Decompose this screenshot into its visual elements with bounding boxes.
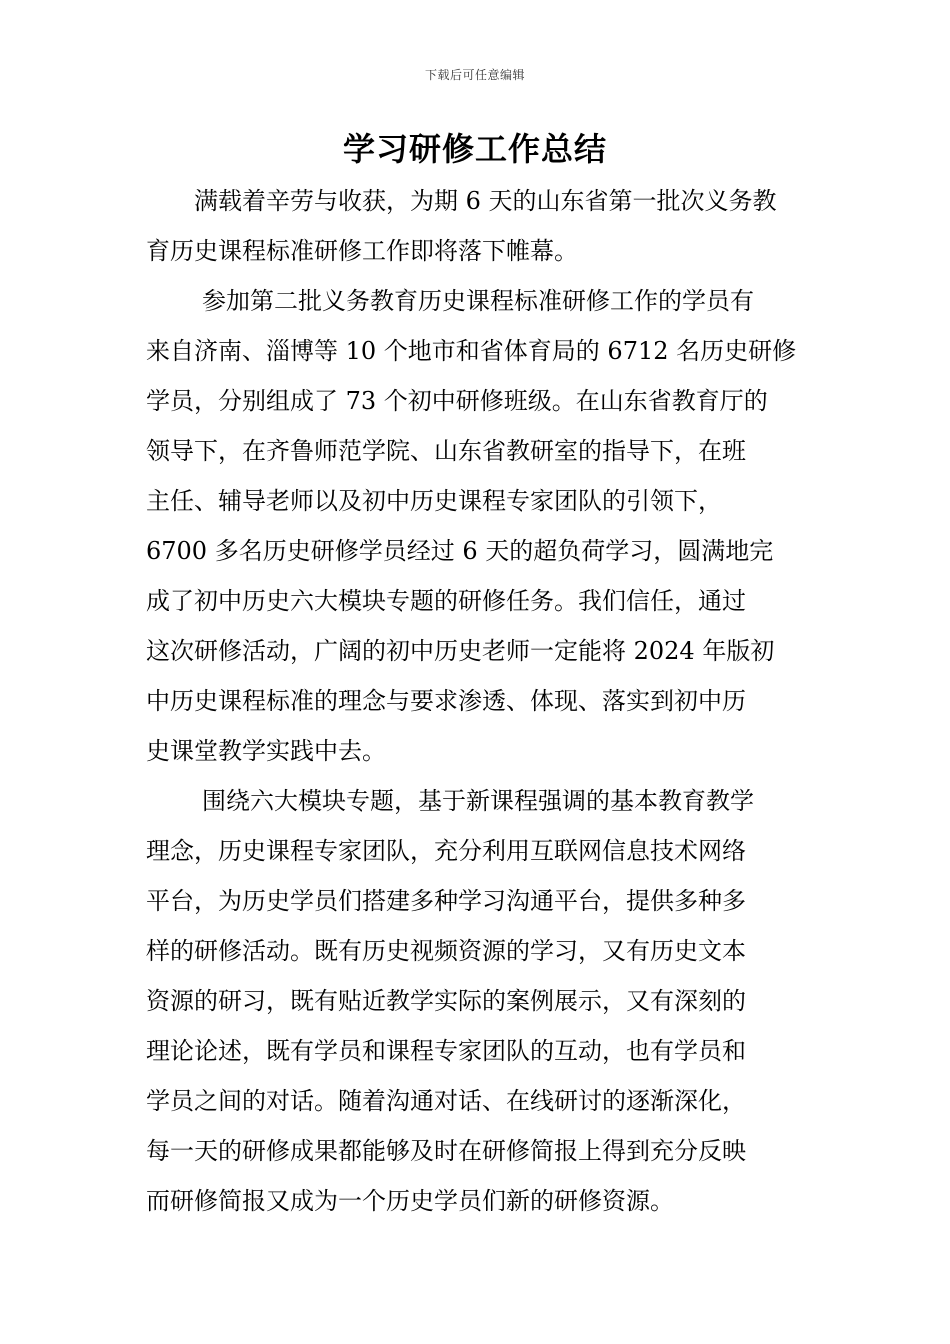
paragraph-line: 成了初中历史六大模块专题的研修任务。我们信任，通过: [146, 587, 746, 615]
paragraph-2: [146, 278, 821, 778]
document-title: 学习研修工作总结: [342, 130, 607, 168]
paragraph-line: 理论论述，既有学员和课程专家团队的互动，也有学员和: [146, 1037, 746, 1065]
paragraph-1: [146, 178, 821, 278]
header-note: 下载后可任意编辑: [424, 68, 525, 82]
paragraph-line: 学员，分别组成了 73 个初中研修班级。在山东省教育厅的: [146, 387, 768, 415]
paragraph-line: 而研修简报又成为一个历史学员们新的研修资源。: [146, 1187, 674, 1215]
document-body: [146, 178, 821, 1228]
paragraph-line: 育历史课程标准研修工作即将落下帷幕。: [146, 237, 578, 265]
paragraph-line: 满载着辛劳与收获，为期 6 天的山东省第一批次义务教: [194, 187, 777, 215]
paragraph-line: 平台，为历史学员们搭建多种学习沟通平台，提供多种多: [146, 887, 746, 915]
paragraph-line: 参加第二批义务教育历史课程标准研修工作的学员有: [202, 287, 754, 315]
paragraph-line: 领导下，在齐鲁师范学院、山东省教研室的指导下，在班: [146, 437, 746, 465]
paragraph-line: 中历史课程标准的理念与要求渗透、体现、落实到初中历: [146, 687, 746, 715]
paragraph-line: 6700 多名历史研修学员经过 6 天的超负荷学习，圆满地完: [146, 537, 774, 565]
paragraph-3: [146, 778, 821, 1228]
paragraph-line: 学员之间的对话。随着沟通对话、在线研讨的逐渐深化，: [146, 1087, 746, 1115]
paragraph-line: 这次研修活动，广阔的初中历史老师一定能将 2024 年版初: [146, 637, 775, 665]
paragraph-line: 资源的研习，既有贴近教学实际的案例展示，又有深刻的: [146, 987, 746, 1015]
paragraph-line: 来自济南、淄博等 10 个地市和省体育局的 6712 名历史研修: [146, 337, 797, 365]
paragraph-line: 主任、辅导老师以及初中历史课程专家团队的引领下，: [146, 487, 722, 515]
paragraph-line: 每一天的研修成果都能够及时在研修简报上得到充分反映: [146, 1137, 746, 1165]
paragraph-line: 围绕六大模块专题，基于新课程强调的基本教育教学: [202, 787, 754, 815]
paragraph-line: 样的研修活动。既有历史视频资源的学习，又有历史文本: [146, 937, 746, 965]
paragraph-line: 史课堂教学实践中去。: [146, 737, 386, 765]
paragraph-line: 理念，历史课程专家团队，充分利用互联网信息技术网络: [146, 837, 746, 865]
